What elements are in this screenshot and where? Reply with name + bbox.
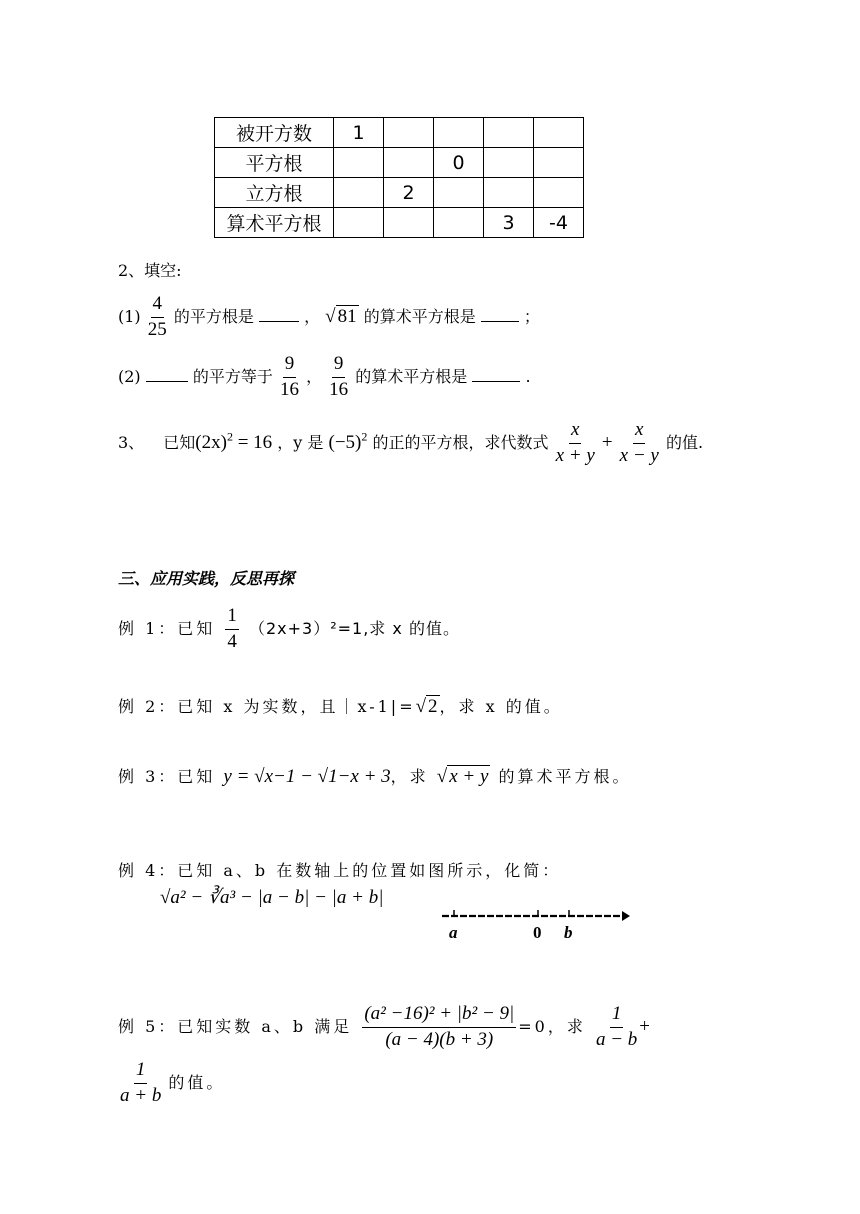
frac-den: a + b [120, 1084, 162, 1106]
plus-sign: + [639, 1015, 650, 1037]
radicand: x + y [449, 766, 489, 787]
q3-text-c: 的正的平方根，求代数式 [372, 432, 549, 452]
eq1-exp: 2 [226, 429, 233, 444]
example-2 [118, 694, 563, 718]
plus-sign: + [601, 431, 613, 453]
frac-den: 4 [227, 630, 237, 652]
ex5-text-b: =0，求 [518, 1016, 586, 1036]
table-cell [534, 178, 584, 208]
ex5-label: 例 5： [118, 1016, 178, 1036]
ex3-text-a: 已知 [177, 767, 216, 786]
ex1-text-b: （2x+3）²=1,求 x 的值。 [248, 618, 460, 638]
table-row [215, 118, 584, 148]
table-cell: 1 [334, 118, 384, 148]
fraction [556, 420, 595, 467]
sqrt-expr: √ 81 [325, 305, 357, 327]
q2-p2-text-a: 的平方等于 [192, 366, 273, 386]
ex3-label: 例 3： [118, 767, 178, 786]
ex3-text-b: ，求 [390, 767, 429, 786]
frac-num: 9 [283, 354, 297, 378]
example-5 [118, 1004, 650, 1051]
ex4-text: 已知 a、b 在数轴上的位置如图所示，化简： [177, 861, 562, 880]
table-cell [534, 148, 584, 178]
example-5-cont [118, 1060, 225, 1107]
table-cell: 3 [484, 208, 534, 238]
table-cell [484, 178, 534, 208]
fraction [362, 1004, 516, 1051]
q3-eq1 [195, 429, 273, 453]
table-cell [434, 118, 484, 148]
frac-den: x + y [555, 444, 595, 466]
frac-num: x [569, 420, 581, 444]
q2-p2-sep: ， [306, 366, 323, 386]
frac-num: (a² −16)² + |b² − 9| [362, 1004, 516, 1028]
frac-den: 16 [329, 378, 349, 400]
frac-den: 25 [147, 318, 167, 340]
table-cell [484, 118, 534, 148]
q3 [118, 420, 703, 467]
fraction [225, 606, 239, 653]
fraction [120, 1060, 161, 1107]
q2-part2 [118, 354, 531, 401]
q3-text-b: ，y 是 [277, 432, 324, 452]
section-title: 三、应用实践，反思再探 [118, 569, 295, 588]
eq1-rhs: = 16 [232, 431, 273, 453]
table-row [215, 148, 584, 178]
ex5-text-c: 的值。 [168, 1072, 226, 1092]
axis-label-zero: 0 [533, 923, 542, 942]
sqrt-expr: √ x + y [436, 766, 489, 787]
frac-den: (a − 4)(b + 3) [385, 1028, 494, 1050]
number-line [436, 904, 636, 944]
table-cell [384, 148, 434, 178]
table-cell [334, 148, 384, 178]
arrow-icon [622, 911, 630, 921]
answer-blank[interactable] [146, 381, 188, 382]
ex1-label: 例 1： [118, 618, 178, 638]
q2-p2-prefix: (2) [118, 366, 141, 386]
table-cell: -4 [534, 208, 584, 238]
table-cell [534, 118, 584, 148]
ex5-text-a: 已知实数 a、b 满足 [177, 1016, 353, 1036]
table-cell [434, 178, 484, 208]
frac-num: x [633, 420, 645, 444]
table-cell: 2 [384, 178, 434, 208]
ex1-text-a: 已知 [177, 618, 216, 638]
q2-p1-prefix: (1) [118, 306, 141, 326]
frac-num: 1 [134, 1060, 148, 1084]
q2-p1-text-b: 的算术平方根是 [363, 306, 476, 326]
ex2-text-a: 已知 x 为实数，且｜x-1|= [177, 697, 416, 716]
table-cell [434, 208, 484, 238]
table-cell [334, 208, 384, 238]
q2-p1-text-a: 的平方根是 [173, 306, 254, 326]
table-cell [384, 208, 434, 238]
q2-p2-end: . [525, 366, 531, 386]
table-row [215, 178, 584, 208]
example-4 [118, 858, 561, 881]
fraction [620, 420, 659, 467]
axis-label-b: b [564, 923, 573, 942]
answer-blank[interactable] [259, 321, 299, 322]
row-label: 立方根 [215, 178, 334, 208]
frac-num: 1 [225, 606, 239, 630]
q2-title: 2、填空: [118, 261, 182, 280]
eq2-exp: 2 [361, 429, 368, 444]
row-label: 算术平方根 [215, 208, 334, 238]
table-cell [484, 148, 534, 178]
row-label: 被开方数 [215, 118, 334, 148]
frac-num: 1 [610, 1004, 624, 1028]
q2-p1-sep: ， [304, 306, 321, 326]
frac-den: a − b [595, 1028, 638, 1050]
frac-num: 4 [151, 294, 165, 318]
eq2-base: (−5) [328, 431, 362, 453]
fraction [596, 1004, 637, 1051]
q2-p2-text-b: 的算术平方根是 [355, 366, 468, 386]
q3-text-a: 已知 [163, 432, 196, 452]
ex4-label: 例 4： [118, 861, 178, 880]
roots-table [214, 117, 584, 238]
frac-den: x − y [619, 444, 659, 466]
table-row [215, 208, 584, 238]
fraction [280, 354, 299, 401]
q3-eq2 [328, 429, 368, 453]
example-1 [118, 606, 460, 653]
answer-blank[interactable] [472, 381, 520, 382]
radicand: 2 [428, 696, 438, 717]
q3-num: 3、 [118, 432, 145, 452]
frac-den: 16 [279, 378, 299, 400]
frac-num: 9 [332, 354, 346, 378]
example-3 [118, 764, 632, 788]
radicand: 81 [337, 305, 357, 327]
row-label: 平方根 [215, 148, 334, 178]
sqrt-expr: √ 2 [415, 696, 438, 717]
axis-label-a: a [449, 923, 458, 942]
ex2-text-b: ，求 x 的值。 [439, 697, 563, 716]
q2-p1-end: ； [523, 306, 540, 326]
table-cell: 0 [434, 148, 484, 178]
answer-blank[interactable] [481, 321, 519, 322]
ex2-label: 例 2： [118, 697, 178, 716]
table-cell [384, 118, 434, 148]
eq1-base: (2x) [195, 431, 227, 453]
q3-text-d: 的值. [665, 432, 704, 452]
fraction [148, 294, 167, 341]
ex4-expression: √a² − ∛a³ − |a − b| − |a + b| [160, 887, 384, 908]
q2-part1 [118, 294, 540, 341]
ex3-text-c: 的算术平方根。 [498, 767, 632, 786]
ex3-equation: y = √x−1 − √1−x + 3 [223, 766, 391, 787]
fraction [329, 354, 348, 401]
table-cell [334, 178, 384, 208]
